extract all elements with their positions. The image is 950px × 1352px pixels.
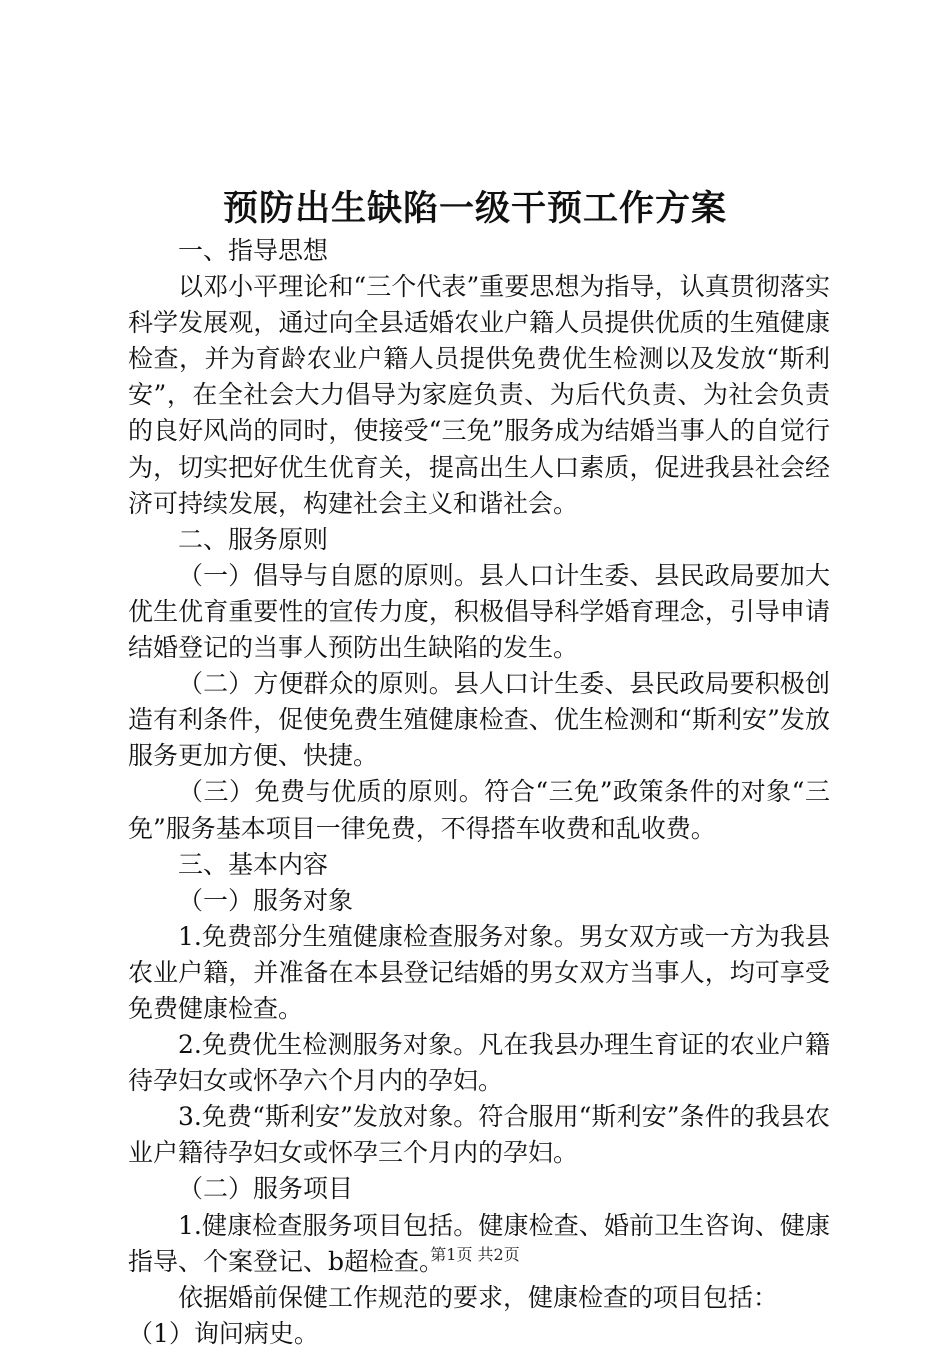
document-title: 预防出生缺陷一级干预工作方案: [222, 188, 727, 229]
document-body: [128, 233, 830, 1352]
paragraph-target-3: 3.免费“斯利安”发放对象。符合服用“斯利安”条件的我县农业户籍待孕妇女或怀孕三个月内的孕妇。: [128, 1102, 830, 1168]
section-heading-basic-content: 三、基本内容: [178, 849, 329, 879]
paragraph-principle-3: （三）免费与优质的原则。符合“三免”政策条件的对象“三免”服务基本项目一律免费，不得搭车收费和乱收费。: [128, 777, 830, 843]
paragraph-item-1: 1.健康检查服务项目包括。健康检查、婚前卫生咨询、健康指导、个案登记、b超检查。: [128, 1210, 830, 1276]
paragraph-exam-basis: 依据婚前保健工作规范的要求，健康检查的项目包括：: [178, 1282, 779, 1312]
paragraph-target-1: 1.免费部分生殖健康检查服务对象。男女双方或一方为我县农业户籍，并准备在本县登记结婚的男女双方当事人，均可享受免费健康检查。: [128, 921, 830, 1023]
section-heading-service-principles: 二、服务原则: [178, 524, 329, 554]
paragraph-target-2: 2.免费优生检测服务对象。凡在我县办理生育证的农业户籍待孕妇女或怀孕六个月内的孕妇。: [128, 1030, 830, 1096]
paragraph-guiding-ideology: 以邓小平理论和“三个代表”重要思想为指导，认真贯彻落实科学发展观，通过向全县适婚农业户籍人员提供优质的生殖健康检查，并为育龄农业户籍人员提供免费优生检测以及发放“斯利安”，在全社会大力倡导为家庭负责、为后代负责、为社会负责的良好风尚的同时，使接受“三免”服务成为结婚当事人的自觉行为，切实把好优生优育关，提高出生人口素质，促进我县社会经济可持续发展，构建社会主义和谐社会。: [128, 272, 830, 518]
subheading-service-items: （二）服务项目: [178, 1174, 354, 1204]
paragraph-exam-item-1: （1）询问病史。: [128, 1318, 319, 1348]
paragraph-principle-2: （二）方便群众的原则。县人口计生委、县民政局要积极创造有利条件，促使免费生殖健康检查、优生检测和“斯利安”发放服务更加方便、快捷。: [128, 669, 830, 771]
page-footer: 第1页 共2页: [430, 1245, 520, 1264]
subheading-service-targets: （一）服务对象: [178, 885, 354, 915]
paragraph-principle-1: （一）倡导与自愿的原则。县人口计生委、县民政局要加大优生优育重要性的宣传力度，积极倡导科学婚育理念，引导申请结婚登记的当事人预防出生缺陷的发生。: [128, 560, 830, 663]
section-heading-guiding-ideology: 一、指导思想: [178, 236, 329, 265]
